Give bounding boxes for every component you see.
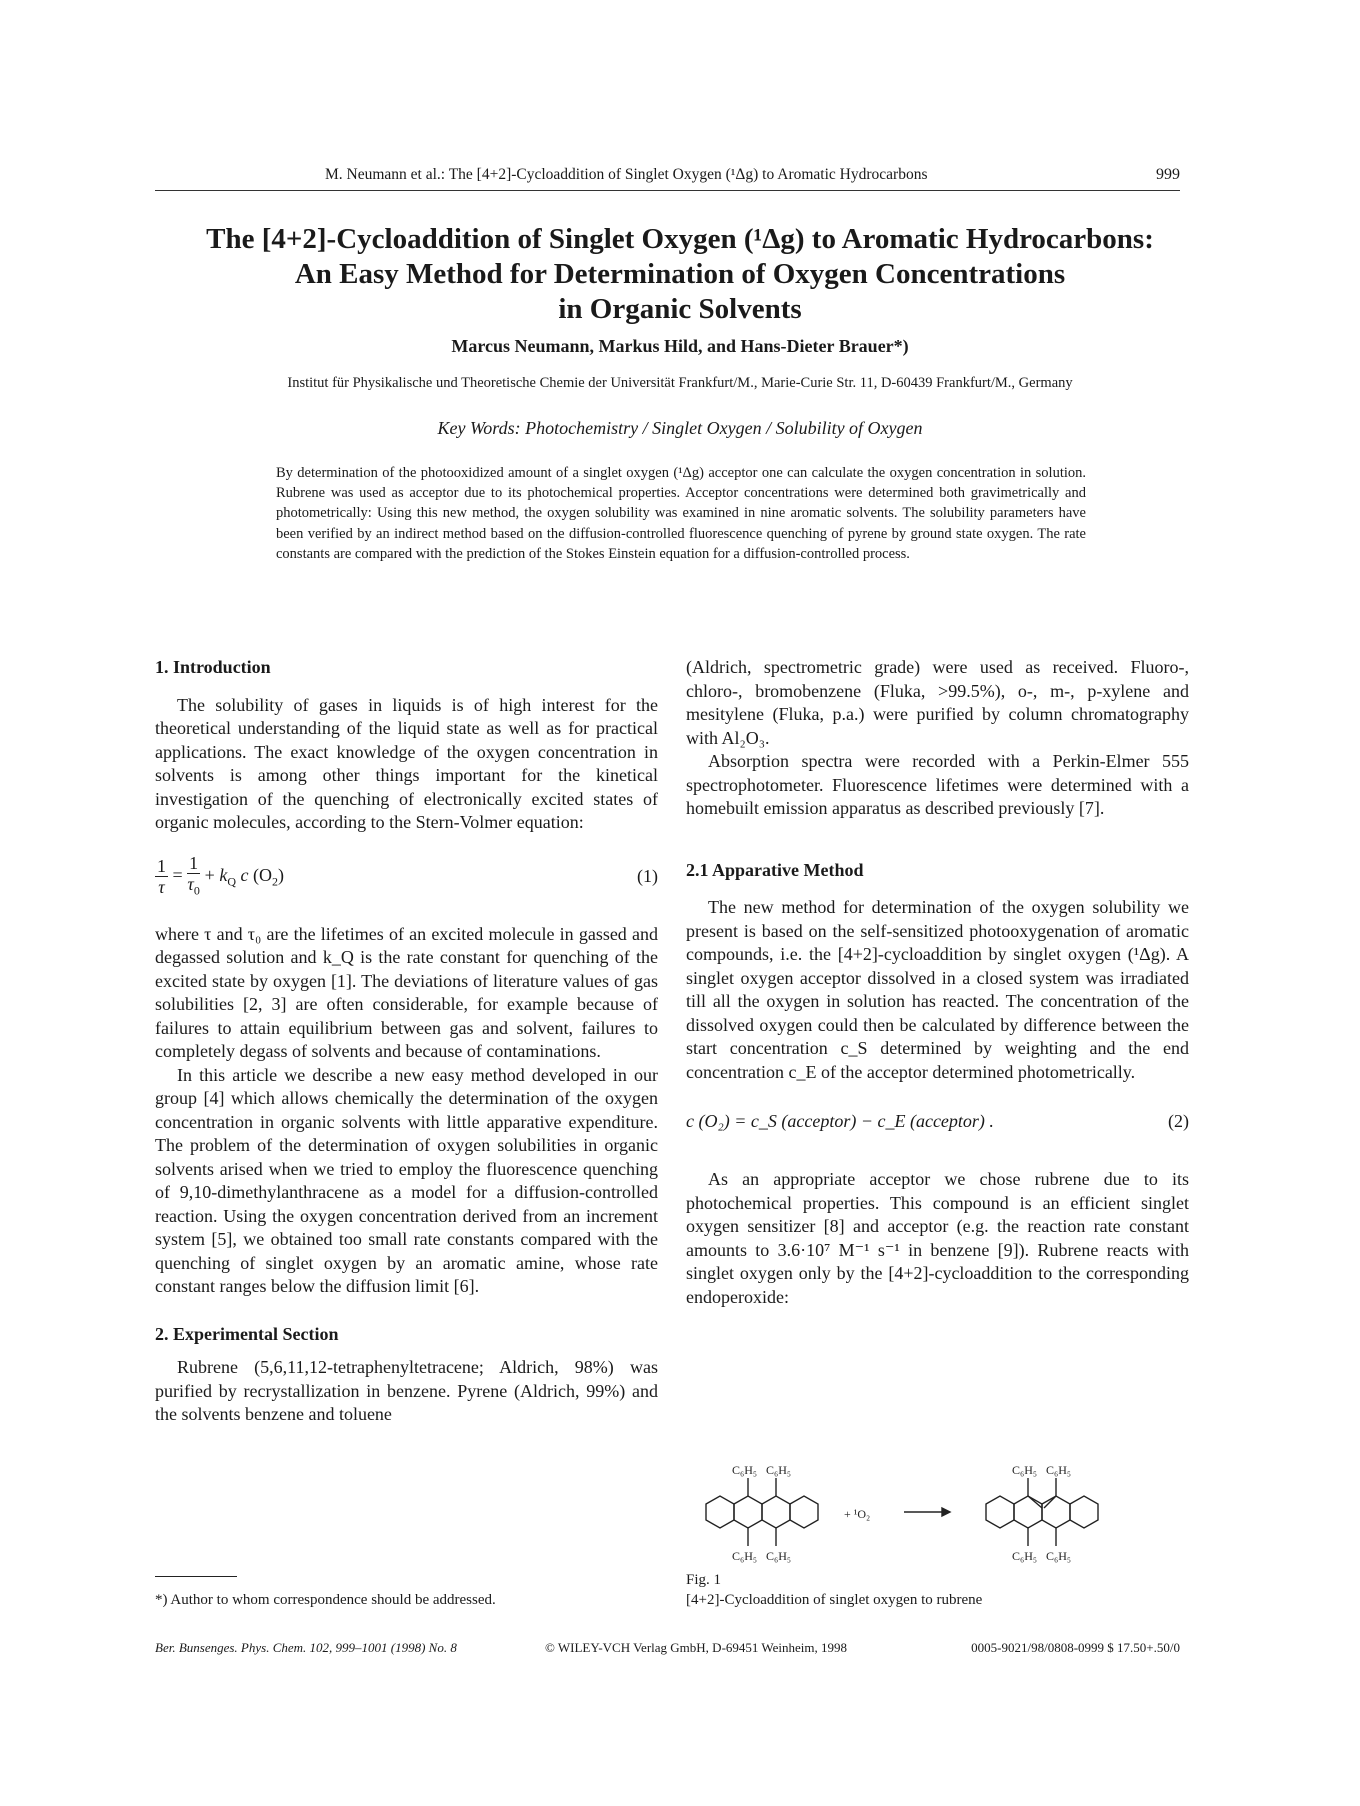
journal-citation: Ber. Bunsenges. Phys. Chem. 102, 999–1001 (1998) No. 8	[155, 1640, 457, 1655]
rubrene-ring-4	[790, 1496, 818, 1528]
intro-paragraph-2: where τ and τ₀ are the lifetimes of an excited molecule in gassed and degassed solution and k_Q is the rate constant for quenching of the excited state by oxygen [1]. The deviations of literature values of gas solubilities [2, 3] are often considerable, for example because of failures to attain equilibrium between gas and solvent, failures to completely degass of solvents and because of contaminations.	[155, 923, 658, 1061]
footnote-rule	[155, 1576, 237, 1577]
endoperoxide-ring-3	[1042, 1496, 1070, 1528]
page-number: 999	[1156, 166, 1180, 183]
section-heading-introduction: 1. Introduction	[155, 657, 271, 677]
equation-1: $\frac{1}{\tau}$ = $\frac{1}{\tau_0}$ + $k_Q$ c $(O_2)$ (1)	[155, 853, 658, 905]
abstract: By determination of the photooxidized amount of a singlet oxygen (¹Δg) acceptor one can calculate the oxygen concentration in solution. Rubrene was used as acceptor due to its photochemical properties. Acceptor concentrations were determined both gravimetrically and photometrically: Using this new method, the oxygen solubility was examined in nine aromatic solvents. The solubility parameters have been verified by an indirect method based on the diffusion-controlled fluorescence quenching of pyrene by ground state oxygen. The rate constants are compared with the prediction of the Stokes Einstein equation for a diffusion-controlled process.	[276, 465, 1086, 562]
running-head	[155, 166, 1180, 191]
endoperoxide-phenyl-top-2: C₆H₅	[1046, 1463, 1072, 1477]
experimental-paragraph-2: (Aldrich, spectrometric grade) were used as received. Fluoro-, chloro-, bromobenzene (Fluka, >99.5%), o-, m-, p-xylene and mesitylene (Fluka, p.a.) were purified by column chromatography with Al₂O₃.	[686, 657, 1189, 748]
rubrene-phenyl-top-2: C₆H₅	[766, 1463, 792, 1477]
rubrene-reaction-scheme	[686, 1456, 1186, 1576]
authors: Marcus Neumann, Markus Hild, and Hans-Dieter Brauer*)	[451, 336, 909, 356]
method-paragraph-1: The new method for determination of the oxygen solubility we present is based on the self-sensitized photooxygenation of aromatic compounds, i.e. the [4+2]-cycloaddition by singlet oxygen (¹Δg). A singlet oxygen acceptor dissolved in a closed system was irradiated till all the oxygen in solution has reacted. The concentration of the dissolved oxygen could then be calculated by difference between the start concentration c_S determined by weighting and the end concentration c_E of the acceptor determined photometrically.	[686, 897, 1189, 1082]
rubrene-ring-1	[706, 1496, 734, 1528]
section-heading-apparative-method: 2.1 Apparative Method	[686, 859, 864, 880]
equation-2	[686, 1098, 1189, 1150]
figure-caption: [4+2]-Cycloaddition of singlet oxygen to rubrene	[686, 1592, 983, 1608]
method-paragraph-2: As an appropriate acceptor we chose rubrene due to its photochemical properties. This compound is an efficient singlet oxygen sensitizer [8] and acceptor (e.g. the reaction rate constant amounts to 3.6·10⁷ M⁻¹ s⁻¹ in benzene [9]). Rubrene reacts with singlet oxygen only by the [4+2]-cycloaddition to the corresponding endoperoxide:	[686, 1169, 1189, 1307]
intro-paragraph-3: In this article we describe a new easy method developed in our group [4] which allows chemically the determination of the oxygen concentration in organic solvents with little apparative expenditure. The problem of the determination of oxygen solubilities in organic solvents arised when we tried to employ the fluorescence quenching of 9,10-dimethylanthracene as a model for a diffusion-controlled reaction. Using the oxygen concentration derived from an increment system [5], we obtained too small rate constants compared with the quenching of singlet oxygen by an aromatic amine, whose rate constant ranges below the diffusion limit [6].	[155, 1064, 658, 1296]
endoperoxide-phenyl-top-1: C₆H₅	[1012, 1463, 1038, 1477]
endoperoxide-ring-2	[1014, 1496, 1042, 1528]
rubrene-ring-3	[762, 1496, 790, 1528]
rubrene-phenyl-bottom-1: C₆H₅	[732, 1549, 758, 1563]
endoperoxide-phenyl-bottom-2: C₆H₅	[1046, 1549, 1072, 1563]
endoperoxide-ring-1	[986, 1496, 1014, 1528]
figure-label: Fig. 1	[686, 1572, 722, 1588]
article-title	[120, 222, 1240, 327]
right-column	[686, 656, 1189, 1309]
endoperoxide-phenyl-bottom-1: C₆H₅	[1012, 1549, 1038, 1563]
eq1-frac-tau: $\frac{1}{\tau}$	[157, 855, 166, 897]
footnote: *) Author to whom correspondence should be addressed.	[155, 1592, 496, 1608]
endoperoxide-ring-4	[1070, 1496, 1098, 1528]
article-code: 0005-9021/98/0808-0999 $ 17.50+.50/0	[971, 1640, 1180, 1655]
keywords: Key Words: Photochemistry / Singlet Oxygen / Solubility of Oxygen	[437, 418, 923, 438]
reaction-arrow-head	[942, 1508, 950, 1516]
equation-2-number: (2)	[1168, 1111, 1189, 1131]
rubrene-phenyl-bottom-2: C₆H₅	[766, 1549, 792, 1563]
rubrene-ring-2	[734, 1496, 762, 1528]
eq1-frac-tau0: $\frac{1}{\tau_0}$	[187, 852, 200, 898]
left-column	[155, 656, 658, 1427]
singlet-oxygen-reagent: + ¹O₂	[844, 1507, 871, 1521]
intro-paragraph-1: The solubility of gases in liquids is of high interest for the theoretical understanding of the liquid state as well as for practical applications. The exact knowledge of the oxygen concentration in solvents is among other things important for the kinetical investigation of the quenching of electronically excited states of organic molecules, according to the Stern-Volmer equation:	[155, 694, 658, 832]
title-line-1: The [4+2]-Cycloaddition of Singlet Oxygen (¹Δg) to Aromatic Hydrocarbons:	[206, 223, 1154, 255]
title-line-2: An Easy Method for Determination of Oxygen Concentrations	[294, 258, 1066, 290]
rubrene-phenyl-top-1: C₆H₅	[732, 1463, 758, 1477]
copyright-notice: © WILEY-VCH Verlag GmbH, D-69451 Weinheim, 1998	[545, 1640, 848, 1655]
title-line-3: in Organic Solvents	[558, 293, 802, 325]
affiliation: Institut für Physikalische und Theoretische Chemie der Universität Frankfurt/M., Marie-Curie Str. 11, D-60439 Frankfurt/M., Germany	[287, 375, 1073, 391]
section-heading-experimental: 2. Experimental Section	[155, 1323, 339, 1344]
experimental-paragraph-3: Absorption spectra were recorded with a Perkin-Elmer 555 spectrophotometer. Fluorescence lifetimes were determined with a homebuilt emission apparatus as described previously [7].	[686, 751, 1189, 818]
running-head-text: M. Neumann et al.: The [4+2]-Cycloaddition of Singlet Oxygen (¹Δg) to Aromatic Hydrocarbons	[325, 166, 928, 183]
equation-1-number: (1)	[637, 865, 658, 886]
experimental-paragraph-1: Rubrene (5,6,11,12-tetraphenyltetracene; Aldrich, 98%) was purified by recrystallization in benzene. Pyrene (Aldrich, 99%) and the solvents benzene and toluene	[155, 1357, 658, 1424]
equation-2-text: c (O₂) = c_S (acceptor) − c_E (acceptor) .	[686, 1111, 994, 1131]
